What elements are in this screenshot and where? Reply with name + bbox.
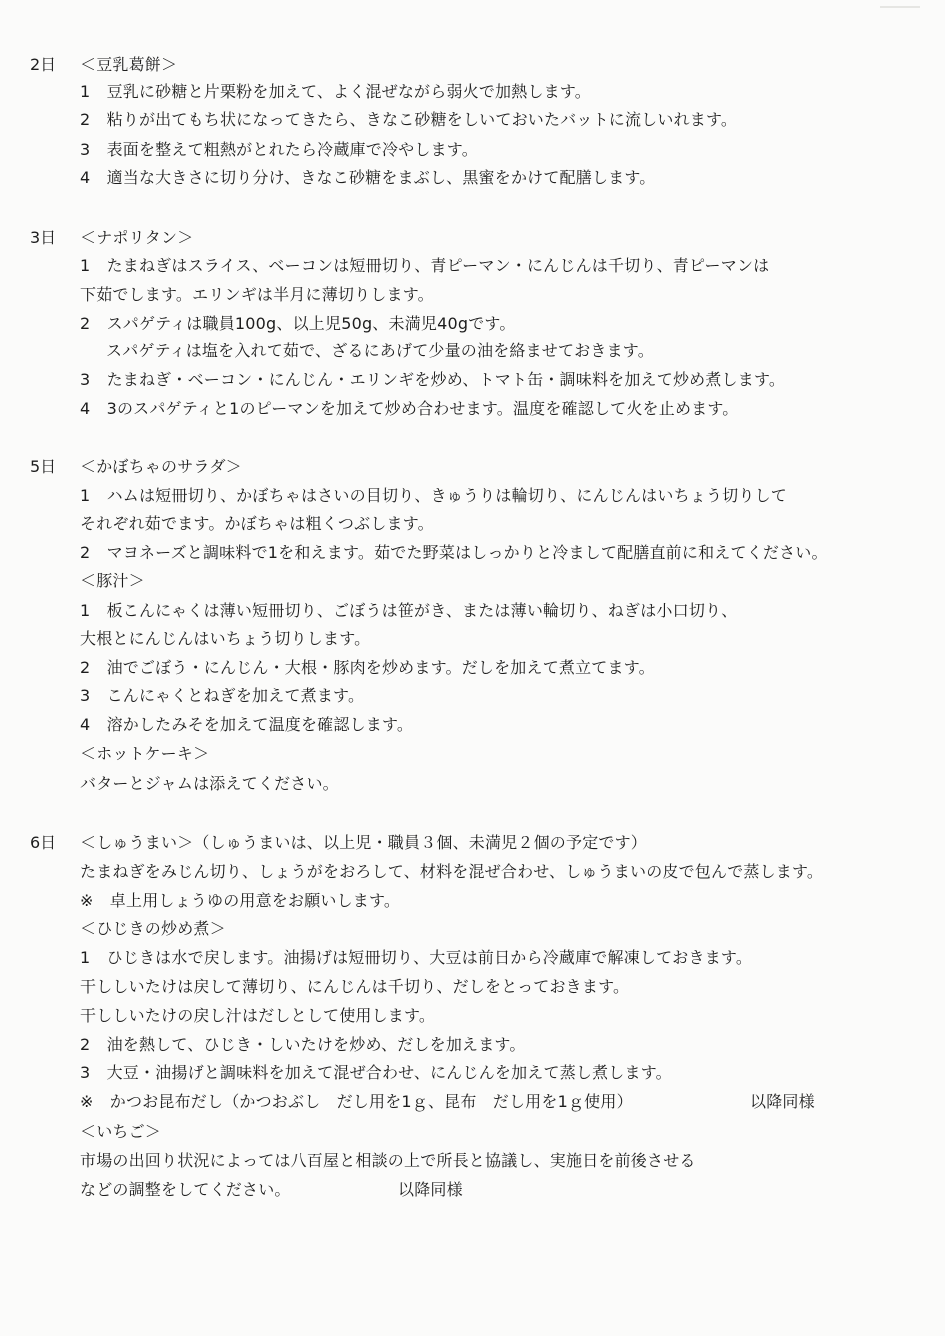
recipe-step: 4 適当な大きさに切り分け、きなこ砂糖をまぶし、黒蜜をかけて配膳します。 [80,168,656,187]
recipe-step: などの調整をしてください。 [80,1180,291,1199]
recipe-step: 2 スパゲティは職員100g、以上児50g、未満児40gです。 [80,314,516,333]
recipe-step: 1 ハムは短冊切り、かぼちゃはさいの目切り、きゅうりは輪切り、にんじんはいちょう切りして [80,486,787,505]
recipe-title: ＜かぼちゃのサラダ＞ [80,457,242,476]
recipe-step: 下茹でします。エリンギは半月に薄切りします。 [80,285,434,304]
recipe-step: スパゲティは塩を入れて茹で、ざるにあげて少量の油を絡ませておきます。 [106,341,654,360]
recipe-title: ＜いちご＞ [80,1122,162,1141]
recipe-step: 2 油を熱して、ひじき・しいたけを炒め、だしを加えます。 [80,1035,526,1054]
recipe-title: ＜ひじきの炒め煮＞ [80,919,226,938]
recipe-step: 3 たまねぎ・ベーコン・にんじん・エリンギを炒め、トマト缶・調味料を加えて炒め煮します。 [80,370,786,389]
bleed-through-mark [880,6,920,8]
recipe-step: たまねぎをみじん切り、しょうがをおろして、材料を混ぜ合わせ、しゅうまいの皮で包んで蒸します。 [80,862,824,881]
recipe-step: バターとジャムは添えてください。 [80,774,339,793]
recipe-step: 1 たまねぎはスライス、ベーコンは短冊切り、青ピーマン・にんじんは千切り、青ピーマンは [80,256,770,275]
day-label-2: 2日 [30,55,57,74]
recipe-step: 干ししいたけの戻し汁はだしとして使用します。 [80,1006,436,1025]
day-label-6: 6日 [30,833,57,852]
recipe-step: 2 粘りが出てもち状になってきたら、きなこ砂糖をしいておいたバットに流しいれます。 [80,110,738,129]
same-below-note: 以降同様 [398,1180,463,1199]
recipe-step: 4 3のスパゲティと1のピーマンを加えて炒め合わせます。温度を確認して火を止めます。 [80,399,739,418]
recipe-step: 3 大豆・油揚げと調味料を加えて混ぜ合わせ、にんじんを加えて蒸し煮します。 [80,1063,672,1082]
recipe-title: ＜しゅうまい＞（しゅうまいは、以上児・職員３個、未満児２個の予定です） [80,833,648,852]
recipe-step: 大根とにんじんはいちょう切りします。 [80,629,371,648]
same-below-note: 以降同様 [750,1092,815,1111]
recipe-step: 1 ひじきは水で戻します。油揚げは短冊切り、大豆は前日から冷蔵庫で解凍しておきます。 [80,948,753,967]
recipe-step: 3 こんにゃくとねぎを加えて煮ます。 [80,686,365,705]
recipe-step: 2 油でごぼう・にんじん・大根・豚肉を炒めます。だしを加えて煮立てます。 [80,658,655,677]
recipe-title: ＜豚汁＞ [80,571,145,590]
recipe-note: ※ 卓上用しょうゆの用意をお願いします。 [80,891,401,910]
recipe-step: 2 マヨネーズと調味料で1を和えます。茹でた野菜はしっかりと冷まして配膳直前に和えてください。 [80,543,828,562]
recipe-step: 1 豆乳に砂糖と片栗粉を加えて、よく混ぜながら弱火で加熱します。 [80,82,591,101]
recipe-step: 1 板こんにゃくは薄い短冊切り、ごぼうは笹がき、または薄い輪切り、ねぎは小口切り、 [80,601,738,620]
recipe-step: 3 表面を整えて粗熱がとれたら冷蔵庫で冷やします。 [80,140,478,159]
recipe-title: ＜豆乳葛餅＞ [80,55,178,74]
day-label-3: 3日 [30,228,57,247]
recipe-title: ＜ナポリタン＞ [80,228,194,247]
recipe-step: 4 溶かしたみそを加えて温度を確認します。 [80,715,414,734]
recipe-step: それぞれ茹でます。かぼちゃは粗くつぶします。 [80,514,434,533]
recipe-step: 市場の出回り状況によっては八百屋と相談の上で所長と協議し、実施日を前後させる [80,1151,696,1170]
recipe-title: ＜ホットケーキ＞ [80,744,210,763]
day-label-5: 5日 [30,457,57,476]
recipe-step: 干ししいたけは戻して薄切り、にんじんは千切り、だしをとっておきます。 [80,977,630,996]
recipe-note: ※ かつお昆布だし（かつおぶし だし用を1ｇ、昆布 だし用を1ｇ使用） [80,1092,633,1111]
